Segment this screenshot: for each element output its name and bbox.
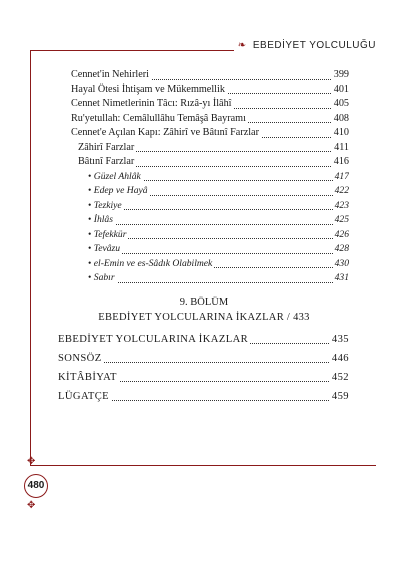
ornament-bottom-icon: ✥ — [27, 500, 36, 511]
header-ornament-icon: ❧ — [237, 40, 247, 51]
toc-major-page: 459 — [330, 387, 349, 406]
toc-bullet-title: • İhlâs — [88, 214, 115, 225]
toc-entry[interactable] — [71, 97, 349, 112]
frame-bottom-rule — [30, 465, 376, 466]
toc-bullet-entry[interactable] — [88, 213, 349, 228]
toc-major-entry[interactable] — [58, 349, 349, 368]
toc-bullet-title: • Tezkiye — [88, 200, 124, 211]
toc-bullet-page: 428 — [333, 242, 349, 257]
toc-bullet-entry[interactable] — [88, 170, 349, 185]
toc-major-page: 446 — [330, 349, 349, 368]
toc-bullet-page: 417 — [333, 170, 349, 185]
toc-bullet-entry[interactable] — [88, 257, 349, 272]
toc-bullet-title: • Edep ve Hayâ — [88, 185, 150, 196]
toc-major-page: 452 — [330, 368, 349, 387]
toc-bullet-entry[interactable] — [88, 271, 349, 286]
toc-list — [71, 68, 349, 286]
toc-entry-title: Hayal Ötesi İhtişam ve Mükemmellik — [71, 83, 225, 95]
toc-bullet-title: • el-Emin ve es-Sâdık Olabilmek — [88, 258, 214, 269]
section-number: 9. BÖLÜM — [179, 297, 229, 308]
toc-bullet-entry[interactable] — [88, 199, 349, 214]
section-title: EBEDİYET YOLCULARINA İKAZLAR / 433 — [98, 312, 310, 323]
toc-bullet-page: 423 — [333, 199, 349, 214]
toc-entry[interactable] — [71, 68, 349, 83]
toc-bullet-page: 425 — [333, 213, 349, 228]
toc-major-title: EBEDİYET YOLCULARINA İKAZLAR — [58, 334, 249, 345]
toc-bullet-entry[interactable] — [88, 184, 349, 199]
toc-subentry-page: 416 — [332, 155, 349, 170]
page-number: 480 — [24, 474, 48, 498]
toc-bullet-title: • Güzel Ahlâk — [88, 171, 143, 182]
toc-bullet-page: 422 — [333, 184, 349, 199]
toc-subentry[interactable] — [78, 141, 349, 156]
toc-bullet-page: 430 — [333, 257, 349, 272]
toc-bullet-page: 426 — [333, 228, 349, 243]
toc-entry-page: 399 — [332, 68, 349, 83]
toc-bullet-title: • Tefekkür — [88, 229, 128, 240]
toc-subentry-title: Zâhirî Farzlar — [78, 141, 135, 153]
toc-entry-title: Cennet'e Açılan Kapı: Zâhirî ve Bâtınî Farzlar — [71, 127, 259, 138]
frame-left-rule — [30, 50, 31, 465]
toc-bullet-page: 431 — [333, 271, 349, 286]
toc-subentry-title: Bâtınî Farzlar — [78, 156, 135, 167]
toc-major-list — [58, 330, 349, 406]
running-header — [234, 40, 376, 51]
toc-major-entry[interactable] — [58, 387, 349, 406]
toc-entry-title: Ru'yetullah: Cemâlullâhu Temâşâ Bayramı — [71, 112, 246, 124]
toc-entry-page: 408 — [332, 112, 349, 127]
toc-entry-page: 401 — [332, 83, 349, 98]
toc-bullet-title: • Sabır — [88, 272, 117, 283]
header-title: EBEDİYET YOLCULUĞU — [252, 40, 376, 51]
toc-entry-page: 410 — [332, 126, 349, 141]
toc-major-title: LÜGATÇE — [58, 391, 110, 402]
ornament-top-icon: ✥ — [27, 456, 36, 467]
toc-major-entry[interactable] — [58, 330, 349, 349]
toc-entry-title: Cennet Nimetlerinin Tâcı: Rızâ-yı İlâhî — [71, 98, 232, 109]
toc-entry[interactable] — [71, 83, 349, 98]
toc-entry-page: 405 — [332, 97, 349, 112]
toc-entry-title: Cennet'in Nehirleri — [71, 69, 149, 80]
toc-subentry[interactable] — [78, 155, 349, 170]
toc-major-page: 435 — [330, 330, 349, 349]
toc-bullet-entry[interactable] — [88, 228, 349, 243]
toc-entry[interactable] — [71, 112, 349, 127]
toc-entry[interactable] — [71, 126, 349, 141]
toc-major-entry[interactable] — [58, 368, 349, 387]
toc-subentry-page: 411 — [332, 141, 349, 156]
toc-major-title: SONSÖZ — [58, 353, 102, 364]
toc-bullet-title: • Tevâzu — [88, 243, 122, 254]
toc-major-title: KİTÂBİYAT — [58, 372, 117, 383]
toc-bullet-entry[interactable] — [88, 242, 349, 257]
